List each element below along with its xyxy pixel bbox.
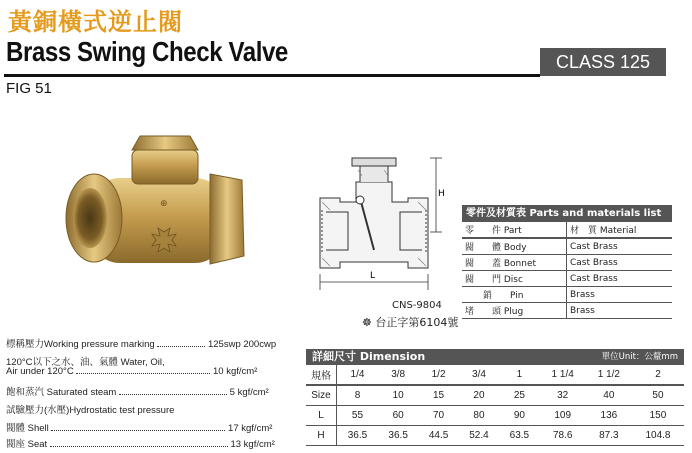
spec-working-pressure: 標稱壓力Working pressure marking 125swp 200cwp — [6, 339, 277, 350]
cert-icon: ☸ — [362, 316, 372, 329]
dimension-header: 詳細尺寸 Dimension — [312, 350, 426, 363]
svg-text:⊕: ⊕ — [160, 199, 168, 209]
table-row: L 55 60 70 80 90 109 136 150 — [306, 406, 684, 426]
spec-steam: 飽和蒸汽 Saturated steam 5 kgf/cm² — [6, 387, 269, 398]
dim-l-label: L — [370, 271, 376, 281]
table-row: 零 件 Part 材 質 Material — [462, 222, 672, 238]
bonnet-hex — [132, 136, 198, 150]
spec-test-pressure: 試驗壓力(水壓)Hydrostatic test pressure — [6, 405, 175, 416]
table-row: 規格 1/4 3/8 1/2 3/4 1 1 1/4 1 1/2 2 — [306, 365, 684, 385]
valve-photo — [60, 128, 250, 278]
cross-section-drawing — [300, 150, 460, 300]
materials-table — [462, 205, 672, 319]
cert-text: 台正字第6104號 — [375, 316, 459, 329]
dimension-unit: 單位Unit：公釐mm — [601, 352, 678, 362]
table-row: H 36.5 36.5 44.5 52.4 63.5 78.6 87.3 104.8 — [306, 426, 684, 446]
title-english: Brass Swing Check Valve — [6, 36, 288, 67]
title-rule — [4, 74, 540, 77]
dim-h-label: H — [438, 189, 445, 199]
table-row: 閥 蓋 Bonnet Cast Brass — [462, 255, 672, 271]
title-chinese: 黃銅橫式逆止閥 — [8, 8, 183, 36]
materials-header: 零件及材質表 Parts and materials list — [462, 205, 672, 222]
table-row: 閥 門 Disc Cast Brass — [462, 271, 672, 287]
fig-label: FIG 51 — [6, 80, 52, 97]
table-row: 閥 體 Body Cast Brass — [462, 238, 672, 255]
spec-water: Air under 120°C 10 kgf/cm² — [6, 366, 258, 377]
certification-mark — [362, 314, 458, 330]
dimension-table — [306, 349, 684, 446]
cns-label: CNS-9804 — [392, 300, 442, 311]
spec-seat: 閥座 Seat 13 kgf/cm² — [6, 439, 275, 450]
spec-shell: 閥體 Shell 17 kgf/cm² — [6, 423, 273, 434]
class-badge: CLASS 125 — [540, 48, 666, 76]
table-row: 銷 Pin Brass — [462, 287, 672, 303]
table-row: 堵 頭 Plug Brass — [462, 303, 672, 319]
table-row: Size 8 10 15 20 25 32 40 50 — [306, 385, 684, 406]
spec-water-line1: 120°C以下之水、油、氣體 Water, Oil, — [6, 357, 165, 368]
